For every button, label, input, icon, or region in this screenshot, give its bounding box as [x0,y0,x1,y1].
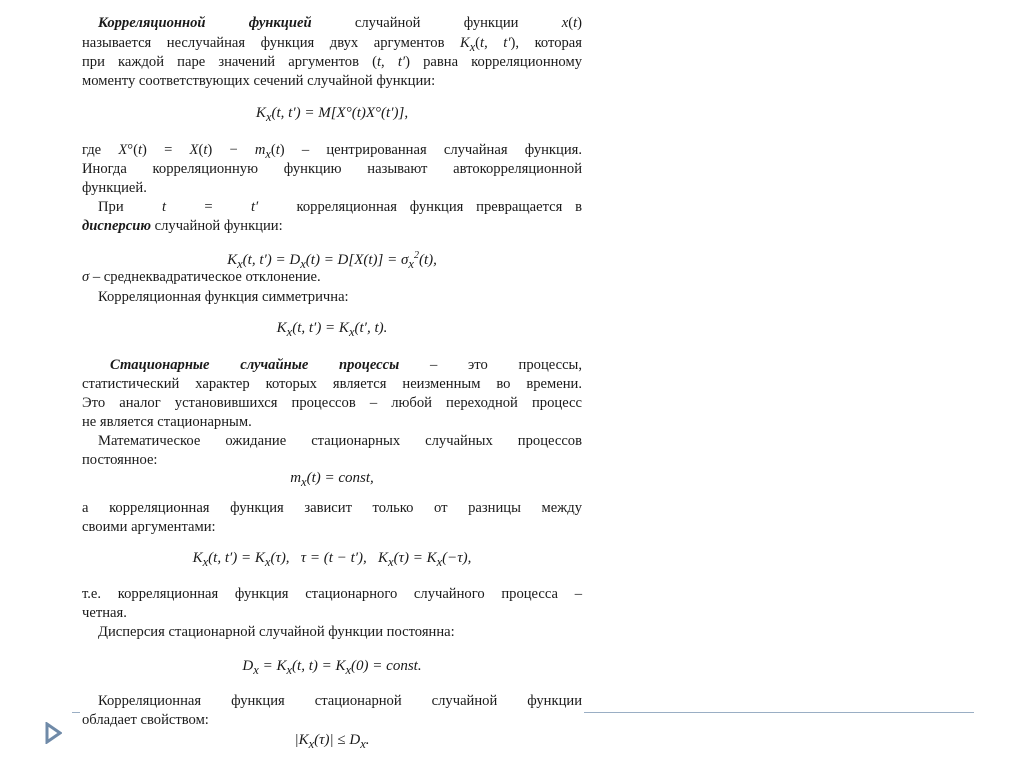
text-line-p11a: Корреляционная функция стационарной случайной функции [98,693,582,709]
text-line-p7b: постоянное: [82,452,158,468]
text-line-p9a: т.е. корреляционная функция стационарного случайного процесса – [82,586,582,602]
text-line-p2c: функцией. [82,180,147,196]
text-line-p7a: Математическое ожидание стационарных случайных процессов [98,433,582,449]
text-line-p3b: дисперсию случайной функции: [82,218,283,234]
text-line-p6d: не является стационарным. [82,414,252,430]
text-line-p5a: Корреляционная функция симметрична: [98,289,349,305]
formula-symmetry: $K_x(t$, $t') = K_x(t'$, t). [276,320,388,339]
text-line-p3a: При t = t′ корреляционная функция превращается в [98,199,583,215]
text-line-p2a: где $X^\circ(t) = X(t) - m_x(t)$ – центрированная случайная функция. [82,142,582,161]
text-line-p9b: четная. [82,605,127,621]
formula-mean-const: $m_x(t)$ = const, [290,470,374,489]
triangle-right-icon[interactable] [44,722,62,744]
text-line-p2b: Иногда корреляционную функцию называют автокорреляционной [82,161,582,177]
text-line-p1d: моменту соответствующих сечений случайной функции: [82,73,436,89]
formula-variance: $K_x(t$, $t') = D_x(t) = D[X(t)] = \sigma_x^2(t)$, [227,250,437,271]
text-line-p4a: σ – среднеквадратическое отклонение. [82,269,321,285]
divider-line-right [584,712,974,713]
text-line-p6a: Стационарные случайные процессы – это процессы, [110,357,583,373]
formula-stationary-variance: $D_x = K_x(t$, $t) = K_x(0)$ = const. [242,658,422,677]
divider-line-left [72,712,80,713]
text-line-p8a: а корреляционная функция зависит только от разницы между [82,500,582,516]
formula-correlation-definition: $K_x(t$, t′) = M[X°(t)X°(t′)], [255,105,409,124]
text-line-p1c: при каждой паре значений аргументов (t, t′) равна корреляционному [82,54,582,70]
text-line-p1a: Корреляционной функцией случайной функции x(t) [98,15,582,31]
text-line-p6b: статистический характер которых является неизменным во времени. [82,376,582,392]
text-line-p11b: обладает свойством: [82,712,209,728]
text-line-p6c: Это аналог установившихся процессов – любой переходной процесс [82,395,582,411]
text-line-p10a: Дисперсия стационарной случайной функции постоянна: [98,624,455,640]
text-line-p8b: своими аргументами: [82,519,216,535]
text-line-p1b: называется неслучайная функция двух аргументов $K_x(t$, t′), которая [82,35,582,54]
formula-inequality: $|K_x(\tau)| \le D_x$. [294,732,370,751]
formula-stationary-correlation: $K_x(t$, $t') = K_x(\tau)$, τ = (t − t′), $K_x(\tau) = K_x(-\tau)$, [192,550,472,569]
